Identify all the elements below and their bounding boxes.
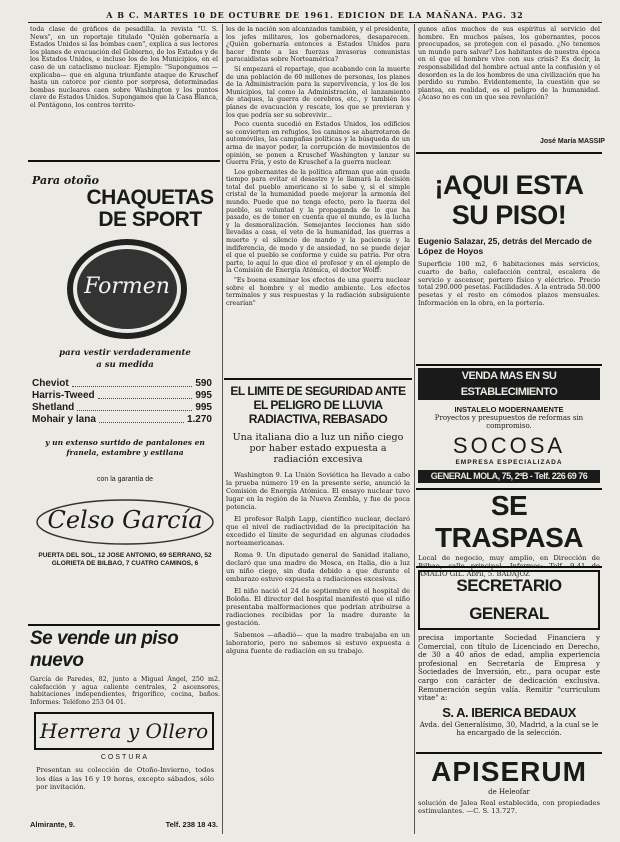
- col3-rule-4: [416, 566, 602, 568]
- price-leader: [98, 390, 193, 399]
- formen-guarantee: con la garantía de: [96, 476, 154, 483]
- secretario-address: Avda. del Generalísimo, 30, Madrid, a la cual se le ha encargado de la selección.: [419, 720, 599, 738]
- aqui-headline-2: SU PISO!: [451, 200, 567, 230]
- socosa-line-1: INSTALELO MODERNAMENTE: [454, 405, 564, 414]
- radiation-article: [226, 384, 410, 834]
- apiserum-ad: [418, 756, 600, 836]
- formen-extra: y un extenso surtido de pantalones en franela, estambre y estilana: [45, 438, 205, 457]
- traspasa-body: Local de negocio, muy amplio, en Dirección de Bilbao, calle principal. Informes: Telf. 9-41 de AMALIO GIL. Abril, 5. BADAJOZ: [418, 554, 600, 578]
- herrera-street: Almirante, 9.: [30, 820, 76, 829]
- price-value: 995: [195, 390, 212, 401]
- formen-brand: Formen: [84, 274, 170, 299]
- aqui-headline-1: ¡AQUI ESTA: [434, 170, 584, 200]
- col3-rule-1: [416, 152, 602, 154]
- aqui-esta-ad: [418, 170, 600, 360]
- celso-garcia-name: Celso García: [47, 506, 203, 534]
- article-para-2: El profesor Ralph Lapp, científico nuclear, declaró que el nivel de radiactividad de la precipitación ha excedido el límite de seguridad en algunas ciudades norteamericanas.: [226, 515, 410, 547]
- col-divider-1: [222, 24, 223, 834]
- formen-logo: [52, 234, 202, 344]
- formen-headline-1: CHAQUETAS: [86, 186, 214, 209]
- col2-para-2: Sí empezará el repartaje, que acabando con la muerte de una población de 60 millones de personas, los planes de la Administración para la supervivencia, y los de los Municipios, tal como la Administración, el lanzamiento de ataques, la guerra de cerebros, etc., y también los planes de evacuación y rescate, los que se previeran y los que podría ser su sobrevivir...: [226, 65, 410, 119]
- socosa-line-2: Proyectos y presupuestos de reformas sin compromiso.: [434, 414, 584, 430]
- socosa-ad: [418, 368, 600, 484]
- col3-top-text: gunos años muchos de sus espíritus al servicio del hombre. En muchos países, los gobernantes, pocos preocupados, se protegen con el pasado. ¿No tenemos un mundo para salvar? Los habitantes de nuestra época en el que el hombre vive con sus crisis? Es decir, la responsabilidad del hombre actual ante la confusión y el desorden es la de los hombres de una civilización que ha perdido su rumbo. Evidentemente, la cuestión que se plantea, en realidad, es el peligro de la humanidad. ¿Acaso no es con un que sea revolución?: [418, 26, 600, 102]
- traspasa-ad: [418, 490, 600, 578]
- col2-rule: [224, 378, 412, 380]
- col2-para-5: "Es buena examinar los efectos de una guerra nuclear sobre el hombre y el medio ambiente. Los efectos terminales y sus respuestas y la radiación subsiguiente crearían": [226, 277, 410, 307]
- price-leader: [77, 402, 192, 411]
- col2-para-3: Poco cuenta sucedió en Estados Unidos, los edificios se convierten en refugios, los caminos se abarrotaron de automóviles, las campañas políticas y la búsqueda de un arma de mayor poder, la corrupción de movimientos de opinión, se ponen a Kruschef Washington y lanzar su Guerra Fría, y esto de Kruschef a la guerra nuclear.: [226, 121, 410, 167]
- price-fabric: Harris-Tweed: [32, 390, 95, 401]
- herrera-logo-box: [34, 712, 214, 750]
- formen-price-list: [32, 378, 212, 426]
- secretario-company: S. A. IBERICA BEDAUX: [442, 704, 576, 720]
- secretario-body: precisa importante Sociedad Financiera y Comercial, con título de Licenciado en Derecho, de 30 a 40 años de edad, amplia experiencia profesional en Secretaría de Empresa y Sociedades de Inversión, etc., para ocupar este cargo con carácter de dedicación exclusiva. Remuneración según valía. Remitir "curriculum vitae" a:: [418, 634, 600, 703]
- socosa-tag: EMPRESA ESPECIALIZADA: [455, 459, 563, 466]
- celso-garcia-ad: [30, 496, 220, 576]
- col1-top-text: toda clase de gráficos de pesadilla. la revista "U. S. News", en un reportaje titulado "Quién gobernaría a Estados Unidos si las bombas caen", explica a sus lectores los planes de evacuación del Gobierno, de los Estados y de los Estados Unidos, e incluso los de los Municipios, en el caso de un cataclismo nuclear. Ejemplo: "Supongamos —explicaba— que en alguna triunfante ataque de Kruschef hasta un catorce por ciento por sorpresa, determinadas bombas nucleares caen sobre Washington y los puntos clave de Estados Unidos. Supongamos que la Casa Blanca, el Pentágono, los centros territo-: [30, 26, 218, 109]
- socosa-headline: VENDA MAS EN SU ESTABLECIMIENTO: [418, 368, 600, 400]
- header-rule: [28, 22, 602, 23]
- col-divider-2: [414, 24, 415, 834]
- secretario-headline: SECRETARIO GENERAL: [418, 570, 600, 630]
- article-para-4: El niño nació el 24 de septiembre en el hospital de Boloña. El director del hospital manifestó que el niño presentaba malformaciones que podrían atribuirse a radiaciones recibidas por la madre durante la gestación.: [226, 587, 410, 627]
- page-header: A B C. MARTES 10 DE OCTUBRE DE 1961. EDICION DE LA MAÑANA. PAG. 32: [106, 10, 524, 20]
- price-fabric: Mohair y lana: [32, 414, 96, 425]
- herrera-ollero-ad: [30, 712, 220, 832]
- col1-rule-2: [28, 624, 220, 626]
- price-row: [32, 414, 212, 426]
- apiserum-brand: APISERUM: [431, 756, 587, 787]
- herrera-phone: Telf. 238 18 43.: [165, 820, 218, 829]
- socosa-company: SOCOSA: [452, 433, 566, 458]
- price-row: [32, 402, 212, 414]
- herrera-name: Herrera y Ollero: [39, 719, 209, 743]
- price-leader: [99, 414, 184, 423]
- price-fabric: Shetland: [32, 402, 75, 413]
- formen-ad: [30, 164, 220, 494]
- col3-rule-5: [416, 752, 602, 754]
- col3-rule-2: [416, 364, 602, 366]
- price-value: 590: [195, 378, 212, 389]
- article-subhead: Una italiana dio a luz un niño ciego por haber estado expuesta a radiación excesiva: [232, 432, 404, 465]
- formen-sub-1: para vestir verdaderamente: [59, 348, 191, 358]
- col2-upper-text: [226, 26, 410, 372]
- herrera-sub: COSTURA: [100, 754, 150, 761]
- secretario-ad: [418, 570, 600, 740]
- col3-byline: José María MASSIP: [540, 138, 605, 145]
- piso-body: García de Paredes, 82, junto a Miguel Ángel, 250 m2. calefacción y agua caliente centrales, 2 ascensores, habitaciones independientes, frigorífico, cocina, baños. Informes: Teléfono 253 04 01.: [30, 676, 220, 706]
- formen-tagline: Para otoño: [32, 174, 99, 187]
- price-row: [32, 378, 212, 390]
- article-body: [226, 471, 410, 655]
- col2-para-1: les de la nación son alcanzados también, y el presidente, los jefes militares, los gobernadores, desaparecen. ¿Quién gobernaría entonces a Estados Unidos para hacer frente a las fuerzas invasoras comunistas paracaidistas sobre Norteamérica?: [226, 26, 410, 64]
- article-para-5: Sabemos —añadió— que la madre trabajaba en un laboratorio, pero no sabemos si estuvo expuesta a alguna fuente de radiación en su trabajo.: [226, 631, 410, 655]
- article-para-1: Washington 9. La Unión Soviética ha llevado a cabo la prueba número 19 en la presente serie, anunció la Comisión de Energía Atómica. El ensayo nuclear tuvo lugar en la región de la Nueva Zembla, y fue de poca potencia.: [226, 471, 410, 511]
- col1-rule: [28, 160, 220, 162]
- price-fabric: Cheviot: [32, 378, 69, 389]
- price-value: 995: [195, 402, 212, 413]
- socosa-address: GENERAL MOLA, 75, 2ºB - Telf. 226 69 76: [418, 470, 600, 483]
- herrera-body: Presentan su colección de Otoño-Invierno, todos los días a las 16 y 19 horas, excepto sábados, sólo por invitación.: [36, 766, 214, 791]
- piso-headline: Se vende un piso nuevo: [30, 628, 179, 671]
- article-para-3: Roma 9. Un diputado general de Sanidad italiano, declaró que una madre de Mosca, en Italia, dio a luz un niño ciego, sin duda debido a que durante el embarazo estuvo expuesta a radiaciones excesivas.: [226, 551, 410, 583]
- price-leader: [72, 378, 193, 387]
- formen-sub-2: a su medida: [96, 360, 154, 370]
- formen-headline-2: DE SPORT: [98, 208, 202, 231]
- aqui-body: Superficie 100 m2, 6 habitaciones más servicios, cuarto de baño, calefacción central, escalera de servicio y ascensor, portero físico y eléctrico. Precio total 290.000 pesetas. Facilidades. A la entrada 50.000 pesetas y el resto en cómodos plazos mensuales. Información en la obra, en la portería.: [418, 260, 600, 307]
- price-value: 1.270: [186, 414, 212, 425]
- article-headline: EL LIMITE DE SEGURIDAD ANTE EL PELIGRO DE LLUVIA RADIACTIVA, REBASADO: [230, 384, 406, 426]
- price-row: [32, 390, 212, 402]
- apiserum-maker: de Heleofar: [488, 788, 530, 796]
- celso-garcia-address: PUERTA DEL SOL, 12 JOSE ANTONIO, 69 SERRANO, 52 GLORIETA DE BILBAO, 7 CUATRO CAMINOS, 6: [38, 552, 212, 567]
- aqui-address: Eugenio Salazar, 25, detrás del Mercado de López de Hoyos: [418, 236, 592, 256]
- piso-ad: [30, 628, 220, 706]
- traspasa-headline: SE TRASPASA: [435, 490, 583, 553]
- col2-para-4: Los gobernantes de la política afirman que aún queda tiempo para evitar el desastre y le llamará la decisión total del pueblo americano si lo sabe y, si el simple cristal de la humanidad puede mejorar la armonía del mundo. Puede que no tenga efecto, pero la fuerza del pueblo, su voluntad y la propaganda de lo que ha pasado, es de tener en cuenta que el mundo, es la lucha y la desmoralización. Semejantes lecciones han sido llevadas a casa, el veto de la humanidad, las guerras a muerte y el silencio de mando y la paciencia y la indiferencia, de modo y de ansiedad, no se puede dejar el que el pueblo se conforme y cuide su patria. Por otra parte, lo aquí lo que dice el profesor y en el ejemplo de la Comisión de Energía Atómica, el doctor Wolff:: [226, 168, 410, 275]
- apiserum-body: solución de Jalea Real establecida, con propiedades estimulantes. —C. S. 13.727.: [418, 799, 600, 815]
